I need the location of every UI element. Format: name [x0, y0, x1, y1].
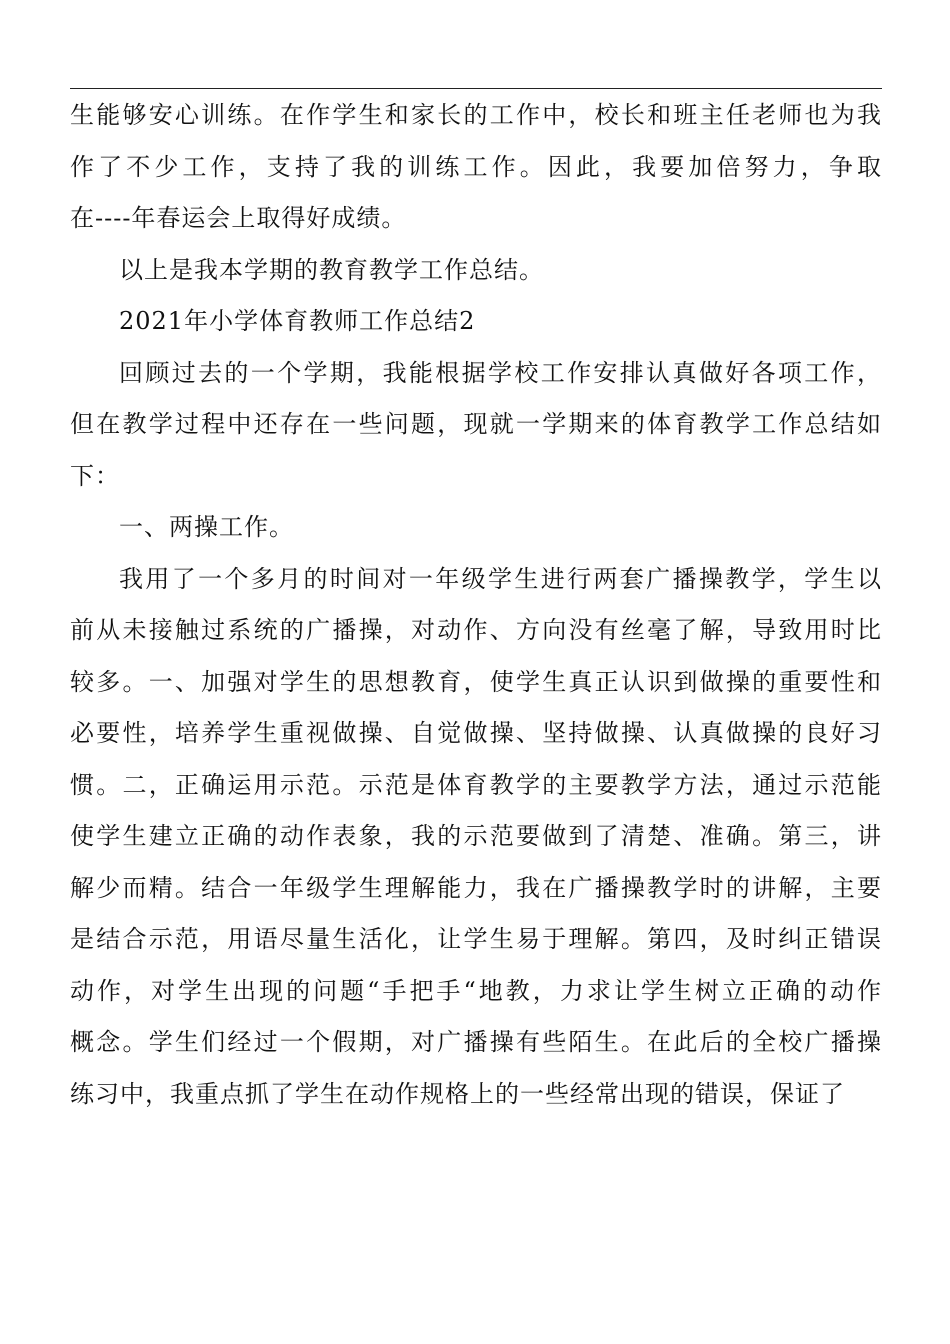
- paragraph-intro-line-1: 回顾过去的一个学期，我能根据学校工作安排认真做好各项工作，: [119, 358, 882, 387]
- paragraph-section-title-line-1: 2021年小学体育教师工作总结2: [119, 307, 476, 335]
- paragraph-body-one-line-3: 较多。一、加强对学生的思想教育，使学生真正认识到做操的重要性和: [70, 667, 882, 696]
- header-rule: [70, 88, 882, 89]
- paragraph-body-one-line-6: 使学生建立正确的动作表象，我的示范要做到了清楚、准确。第三，讲: [70, 822, 882, 850]
- document-body: [70, 90, 882, 1120]
- paragraph-intro-line-3: 下：: [70, 461, 120, 490]
- paragraph-heading-one-line-1: 一、两操工作。: [119, 513, 294, 541]
- paragraph-intro-line-2: 但在教学过程中还存在一些问题，现就一学期来的体育教学工作总结如: [70, 410, 882, 438]
- paragraph-body-one-line-10: 概念。学生们经过一个假期，对广播操有些陌生。在此后的全校广播操: [70, 1028, 882, 1056]
- paragraph-body-one-line-11: 练习中，我重点抓了学生在动作规格上的一些经常出现的错误，保证了: [70, 1079, 845, 1108]
- paragraph-body-one-line-7: 解少而精。结合一年级学生理解能力，我在广播操教学时的讲解，主要: [70, 873, 882, 902]
- paragraph-body-one-line-5: 惯。二，正确运用示范。示范是体育教学的主要教学方法，通过示范能: [70, 770, 882, 799]
- paragraph-body-one-line-8: 是结合示范，用语尽量生活化，让学生易于理解。第四，及时纠正错误: [70, 925, 882, 953]
- paragraph-body-one-line-2: 前从未接触过系统的广播操，对动作、方向没有丝毫了解，导致用时比: [70, 616, 882, 644]
- paragraph-body-one-line-4: 必要性，培养学生重视做操、自觉做操、坚持做操、认真做操的良好习: [70, 719, 882, 747]
- paragraph-continuation-line-3: 在----年春运会上取得好成绩。: [70, 204, 407, 232]
- paragraph-continuation-line-2: 作了不少工作，支持了我的训练工作。因此，我要加倍努力，争取: [70, 152, 882, 181]
- paragraph-closing-line-1: 以上是我本学期的教育教学工作总结。: [119, 255, 544, 284]
- paragraph-body-one-line-9: 动作，对学生出现的问题“手把手“地教，力求让学生树立正确的动作: [70, 976, 882, 1005]
- paragraph-continuation-line-1: 生能够安心训练。在作学生和家长的工作中，校长和班主任老师也为我: [70, 101, 882, 129]
- paragraph-body-one-line-1: 我用了一个多月的时间对一年级学生进行两套广播操教学，学生以: [119, 564, 882, 593]
